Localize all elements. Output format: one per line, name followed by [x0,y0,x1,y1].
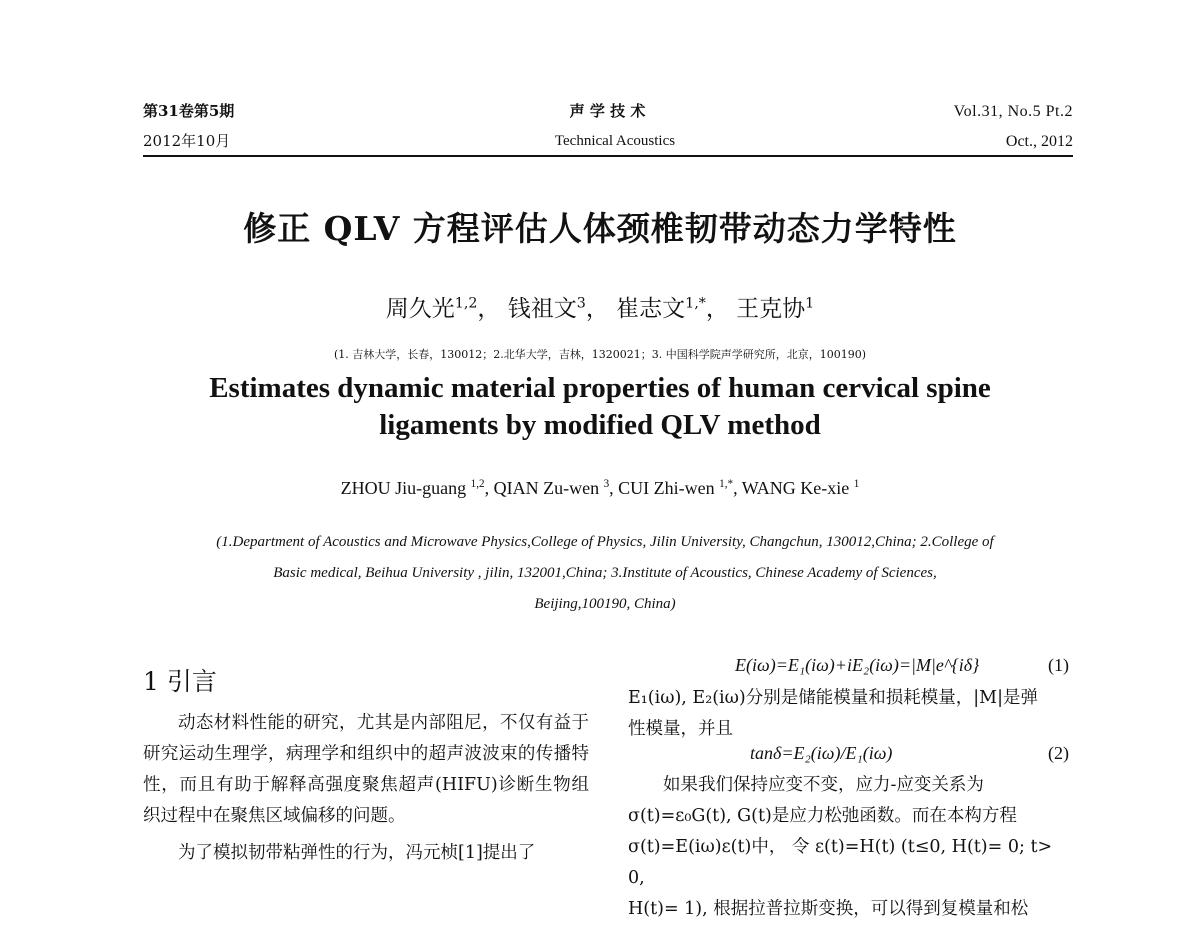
equation-2: tanδ=E₂(iω)/E₁(iω) [750,743,893,763]
body-line: 性模量，并且 [628,719,733,739]
authors-en: ZHOU Jiu-guang $^{1,2}$, QIAN Zu-wen $^3$, CUI Zhi-wen $^{1,*}$, WANG Ke-xie $^1$ [340,478,860,498]
affiliation-en-line: (1.Department of Acoustics and Microwave Physics,College of Physics, Jilin University, Changchun, 130012,China; 2.College of [216,534,994,550]
author-cn: 崔志文 [616,296,686,322]
volume-issue-cn: 第31卷第5期 [143,102,235,120]
author-affil-marker: 1,2 [454,295,478,312]
author-affil-marker: 1 [853,478,860,490]
paper-title-cn: 修正 QLV 方程评估人体颈椎韧带动态力学特性 [243,209,957,248]
right-column-text [628,683,1074,745]
author-affil-marker: 1 [805,295,815,312]
date-en: Oct., 2012 [1005,133,1073,150]
paper-title-en-line: Estimates dynamic material properties of human cervical spine [209,372,991,404]
author-cn: 钱祖文 [507,296,577,322]
author-affil-marker: 1,* [719,478,734,490]
body-line: H(t)= 1), 根据拉普拉斯变换，可以得到复模量和松 [628,899,1029,919]
author-en: WANG Ke-xie [741,478,854,498]
author-en: CUI Zhi-wen [618,478,720,498]
author-cn: 周久光 [385,296,455,322]
author-en: QIAN Zu-wen [493,478,604,498]
author-affil-marker: 3 [603,478,610,490]
volume-issue-en: Vol.31, No.5 Pt.2 [953,103,1073,120]
left-column [143,708,589,869]
author-separator: ， [477,296,501,322]
author-affil-marker: 1,* [685,295,706,312]
affiliation-cn: (1. 吉林大学，长春，130012；2.北华大学，吉林，1320021；3. 中国科学院声学研究所，北京，100190) [333,348,867,361]
body-paragraph: 动态材料性能的研究，尤其是内部阻尼，不仅有益于研究运动生理学，病理学和组织中的超声波波束的传播特性，而且有助于解释高强度聚焦超声(HIFU)诊断生物组织过程中在聚焦区域偏移的问题。 [143,713,589,826]
body-line: 如果我们保持应变不变，应力-应变关系为 [663,775,984,795]
right-column-text [628,770,1074,925]
body-paragraph: 为了模拟韧带粘弹性的行为，冯元桢[1]提出了 [178,843,536,863]
paper-title-en-line: ligaments by modified QLV method [379,409,821,441]
date-cn: 2012年10月 [143,132,231,150]
author-affil-marker: 3 [576,295,586,312]
section-heading: 1 引言 [143,667,217,696]
journal-name-cn: 声 学 技 术 [569,102,646,120]
author-affil-marker: 1,2 [470,478,485,490]
affiliation-en [130,527,1080,620]
body-line: σ(t)=E(iω)ε(t)中， 令 ε(t)=H(t) (t≤0, H(t)= 0; t> 0, [628,837,1053,888]
journal-name-en: Technical Acoustics [554,133,676,149]
author-separator: ， [705,296,729,322]
authors-cn [0,290,1200,323]
paper-title-en [0,370,1200,444]
equation-number: (1) [1048,655,1069,675]
body-line: E₁(iω), E₂(iω)分别是储能模量和损耗模量，|M|是弹 [628,688,1038,708]
equation-1: E(iω)=E₁(iω)+iE₂(iω)=|M|e^{iδ} [735,655,980,675]
header-rule [143,155,1073,157]
author-cn: 王克协 [736,296,806,322]
affiliation-en-line: Beijing,100190, China) [534,596,676,612]
body-line: σ(t)=ε₀G(t), G(t)是应力松弛函数。而在本构方程 [628,806,1017,826]
affiliation-en-line: Basic medical, Beihua University , jilin, 132001,China; 3.Institute of Acoustics, Chinese Academy of Sciences, [273,565,937,581]
author-separator: ， [585,296,609,322]
author-en: ZHOU Jiu-guang [340,478,471,498]
equation-number: (2) [1048,743,1069,763]
